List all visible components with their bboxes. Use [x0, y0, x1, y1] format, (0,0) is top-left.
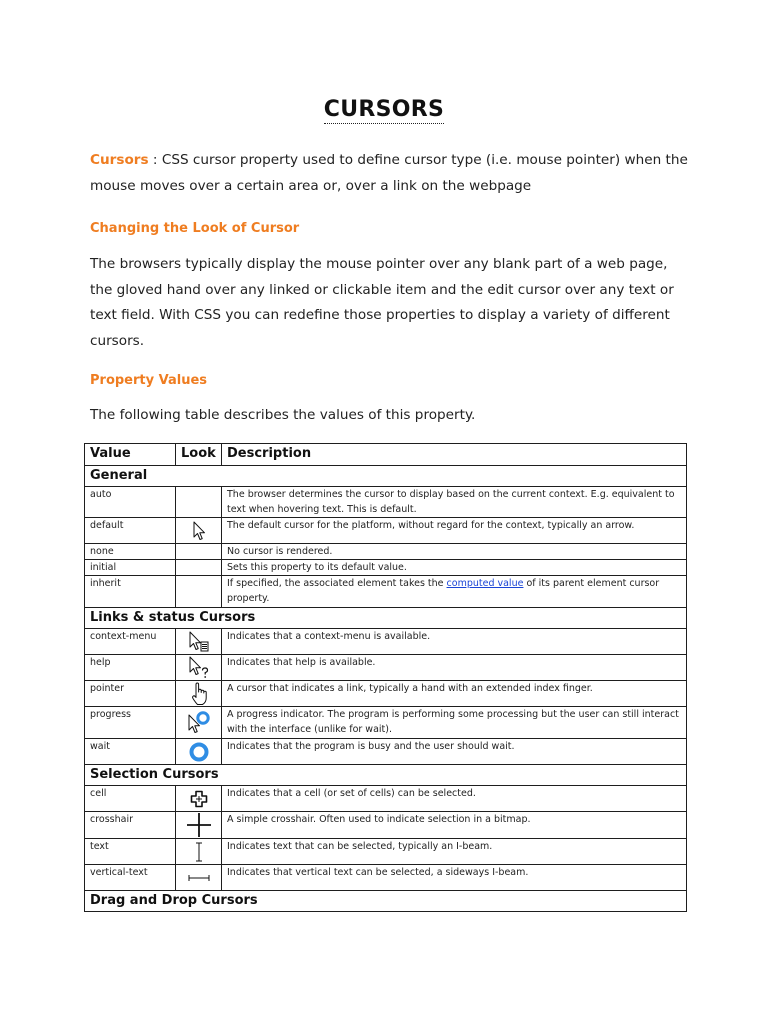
description-text: of its parent element cursor property.	[227, 578, 660, 604]
cell-value: vertical-text	[85, 865, 176, 891]
cell-look	[176, 544, 222, 560]
cell-value: auto	[85, 487, 176, 518]
cell-look	[176, 865, 222, 891]
cell-look	[176, 707, 222, 739]
context-menu-cursor-icon	[187, 631, 211, 653]
cell-value: none	[85, 544, 176, 560]
intro-paragraph	[90, 148, 690, 199]
cell-value: inherit	[85, 576, 176, 608]
intro-text: CSS cursor property used to define cursor type (i.e. mouse pointer) when the mouse moves over a certain area or, over a link on the webpage	[90, 152, 688, 194]
cell-cross-icon	[190, 790, 208, 808]
table-row	[85, 560, 687, 576]
page-title: CURSORS	[323, 97, 445, 122]
group-row-general	[85, 466, 687, 487]
wait-spinner-icon	[188, 741, 210, 763]
progress-cursor-icon	[186, 710, 212, 736]
header-value: Value	[85, 444, 176, 466]
section-paragraph-property-values: The following table describes the values of this property.	[90, 407, 476, 423]
table-row	[85, 655, 687, 681]
cell-value: default	[85, 518, 176, 544]
vertical-i-beam-icon	[187, 872, 211, 884]
cell-look	[176, 812, 222, 839]
cell-description: Sets this property to its default value.	[222, 560, 687, 576]
cell-value: cell	[85, 786, 176, 812]
cell-value: progress	[85, 707, 176, 739]
cell-description: The default cursor for the platform, without regard for the context, typically an arrow.	[222, 518, 687, 544]
cell-description: Indicates that vertical text can be selected, a sideways I-beam.	[222, 865, 687, 891]
table-row	[85, 681, 687, 707]
group-row-dragdrop	[85, 891, 687, 912]
cell-description	[222, 576, 687, 608]
hand-pointer-icon	[189, 682, 209, 706]
cell-description: A simple crosshair. Often used to indicate selection in a bitmap.	[222, 812, 687, 839]
section-paragraph-look: The browsers typically display the mouse pointer over any blank part of a web page, the gloved hand over any linked or clickable item and the edit cursor over any text or text field. With CSS you can redefine those properties to display a variety of different cursors.	[90, 256, 674, 349]
cell-value: pointer	[85, 681, 176, 707]
cell-look	[176, 786, 222, 812]
cell-description: The browser determines the cursor to display based on the current context. E.g. equivalent to text when hovering text. This is default.	[222, 487, 687, 518]
description-text: If specified, the associated element takes the	[227, 578, 447, 589]
intro-separator: :	[148, 152, 162, 168]
table-row	[85, 865, 687, 891]
cell-value: help	[85, 655, 176, 681]
cell-value: text	[85, 839, 176, 865]
cell-description: Indicates text that can be selected, typically an I-beam.	[222, 839, 687, 865]
group-label-dragdrop: Drag and Drop Cursors	[85, 891, 687, 912]
cell-look	[176, 487, 222, 518]
header-look: Look	[176, 444, 222, 466]
table-row	[85, 739, 687, 765]
computed-value-link[interactable]: computed value	[446, 578, 524, 589]
cell-description: Indicates that the program is busy and the user should wait.	[222, 739, 687, 765]
cell-look	[176, 518, 222, 544]
cell-look	[176, 655, 222, 681]
cell-description: A cursor that indicates a link, typically a hand with an extended index finger.	[222, 681, 687, 707]
table-row	[85, 487, 687, 518]
page-title-wrap	[0, 97, 768, 122]
group-row-links	[85, 608, 687, 629]
table-row	[85, 707, 687, 739]
section-heading-look: Changing the Look of Cursor	[90, 221, 300, 236]
cell-look	[176, 629, 222, 655]
cell-description: A progress indicator. The program is performing some processing but the user can still interact with the interface (unlike for wait).	[222, 707, 687, 739]
cell-look	[176, 839, 222, 865]
cell-description: Indicates that a context-menu is available.	[222, 629, 687, 655]
cell-description: Indicates that a cell (or set of cells) can be selected.	[222, 786, 687, 812]
header-description: Description	[222, 444, 687, 466]
cell-value: initial	[85, 560, 176, 576]
group-label-links: Links & status Cursors	[85, 608, 687, 629]
cell-look	[176, 681, 222, 707]
table-row	[85, 518, 687, 544]
table-header-row	[85, 444, 687, 466]
table-row	[85, 629, 687, 655]
cell-description: No cursor is rendered.	[222, 544, 687, 560]
i-beam-icon	[193, 841, 205, 863]
intro-term: Cursors	[90, 152, 149, 168]
cell-description: Indicates that help is available.	[222, 655, 687, 681]
table-row	[85, 839, 687, 865]
cell-value: context-menu	[85, 629, 176, 655]
arrow-cursor-icon	[192, 521, 206, 541]
table-row	[85, 786, 687, 812]
property-values-table	[84, 443, 687, 912]
group-row-selection	[85, 765, 687, 786]
cell-look	[176, 739, 222, 765]
section-heading-property-values: Property Values	[90, 373, 208, 388]
cell-value: crosshair	[85, 812, 176, 839]
cell-look	[176, 560, 222, 576]
crosshair-icon	[185, 812, 213, 838]
cell-value: wait	[85, 739, 176, 765]
group-label-general: General	[85, 466, 687, 487]
help-cursor-icon	[187, 656, 211, 680]
group-label-selection: Selection Cursors	[85, 765, 687, 786]
table-row	[85, 812, 687, 839]
table-row	[85, 576, 687, 608]
cell-look	[176, 576, 222, 608]
table-row	[85, 544, 687, 560]
